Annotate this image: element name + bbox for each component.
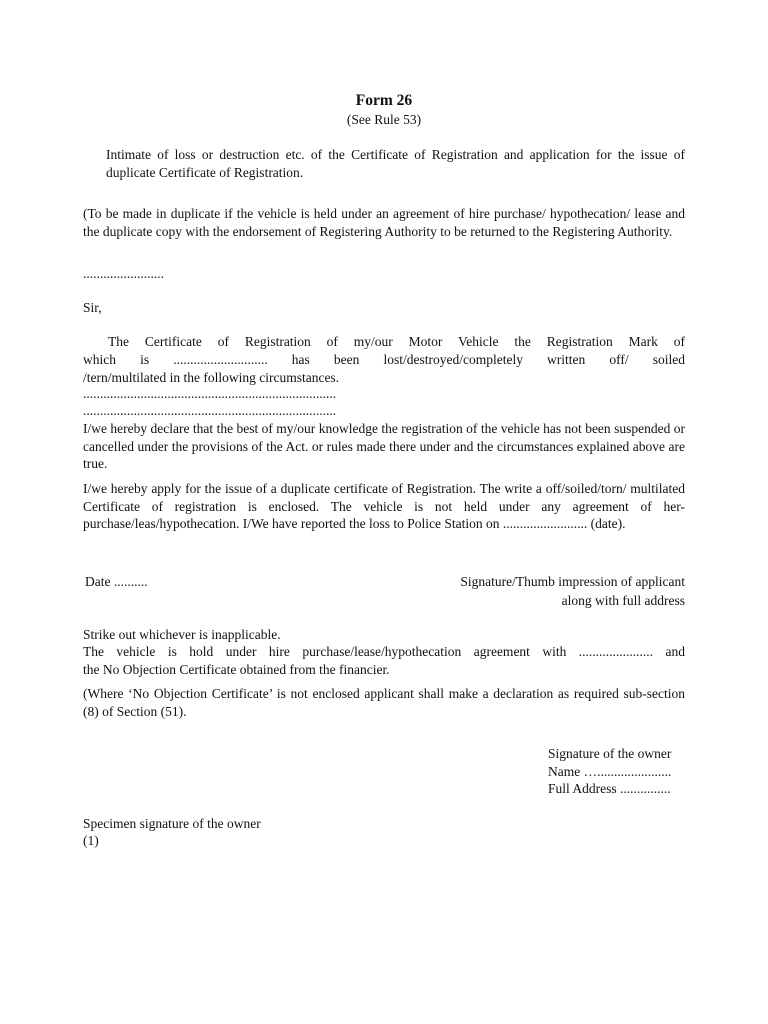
owner-signature-label: Signature of the owner [548, 746, 672, 761]
form-title: Form 26 [355, 92, 413, 109]
strike-out-note: Strike out whichever is inapplicable. [83, 627, 281, 642]
applicant-address-label: along with full address [561, 593, 685, 608]
circumstances-dotted-line-2: ........................................................................... [83, 403, 337, 418]
hire-purchase-line-1: The vehicle is hold under hire purchase/lease/hypothecation agreement with ...................... and [83, 644, 685, 659]
salutation: Sir, [83, 300, 102, 315]
specimen-signature-label: Specimen signature of the owner [83, 816, 261, 831]
date-field: Date .......... [85, 574, 148, 589]
declaration-paragraph: I/we hereby declare that the best of my/our knowledge the registration of the vehicle has not been suspended or cancelled under the provisions of the Act. or rules made there under and the circumstances explained above are true. [83, 421, 685, 471]
owner-address-field: Full Address ............... [548, 781, 671, 796]
loss-statement-line-3: /tern/multilated in the following circumstances. [83, 370, 340, 385]
form-subtitle: (See Rule 53) [346, 112, 422, 127]
hire-purchase-line-2: the No Objection Certificate obtained from the financier. [83, 662, 390, 677]
noc-note-paragraph: (Where ‘No Objection Certificate’ is not enclosed applicant shall make a declaration as required sub-section (8) of Section (51). [83, 686, 685, 719]
owner-name-field: Name …...................... [548, 764, 672, 779]
reference-dots: ........................ [83, 266, 164, 281]
applicant-signature-label: Signature/Thumb impression of applicant [460, 574, 685, 589]
loss-statement-line-1: The Certificate of Registration of my/our Motor Vehicle the Registration Mark of [108, 334, 685, 349]
specimen-signature-number: (1) [83, 833, 99, 848]
circumstances-dotted-line-1: ........................................................................... [83, 386, 337, 401]
application-paragraph: I/we hereby apply for the issue of a duplicate certificate of Registration. The write a off/soiled/torn/ multilated Certificate of registration is enclosed. The vehicle is not held under any agreement of her-purchase/leas/hypothecation. I/We have reported the loss to Police Station on ......................... (date). [83, 481, 685, 531]
loss-statement-line-2: which is ............................ has been lost/destroyed/completely written off/ soiled [83, 352, 685, 367]
intro-paragraph: Intimate of loss or destruction etc. of the Certificate of Registration and application for the issue of duplicate Certificate of Registration. [106, 147, 685, 180]
duplicate-note-paragraph: (To be made in duplicate if the vehicle is held under an agreement of hire purchase/ hypothecation/ lease and the duplicate copy with the endorsement of Registering Authority to be returned to the Registering Authority. [83, 206, 685, 239]
